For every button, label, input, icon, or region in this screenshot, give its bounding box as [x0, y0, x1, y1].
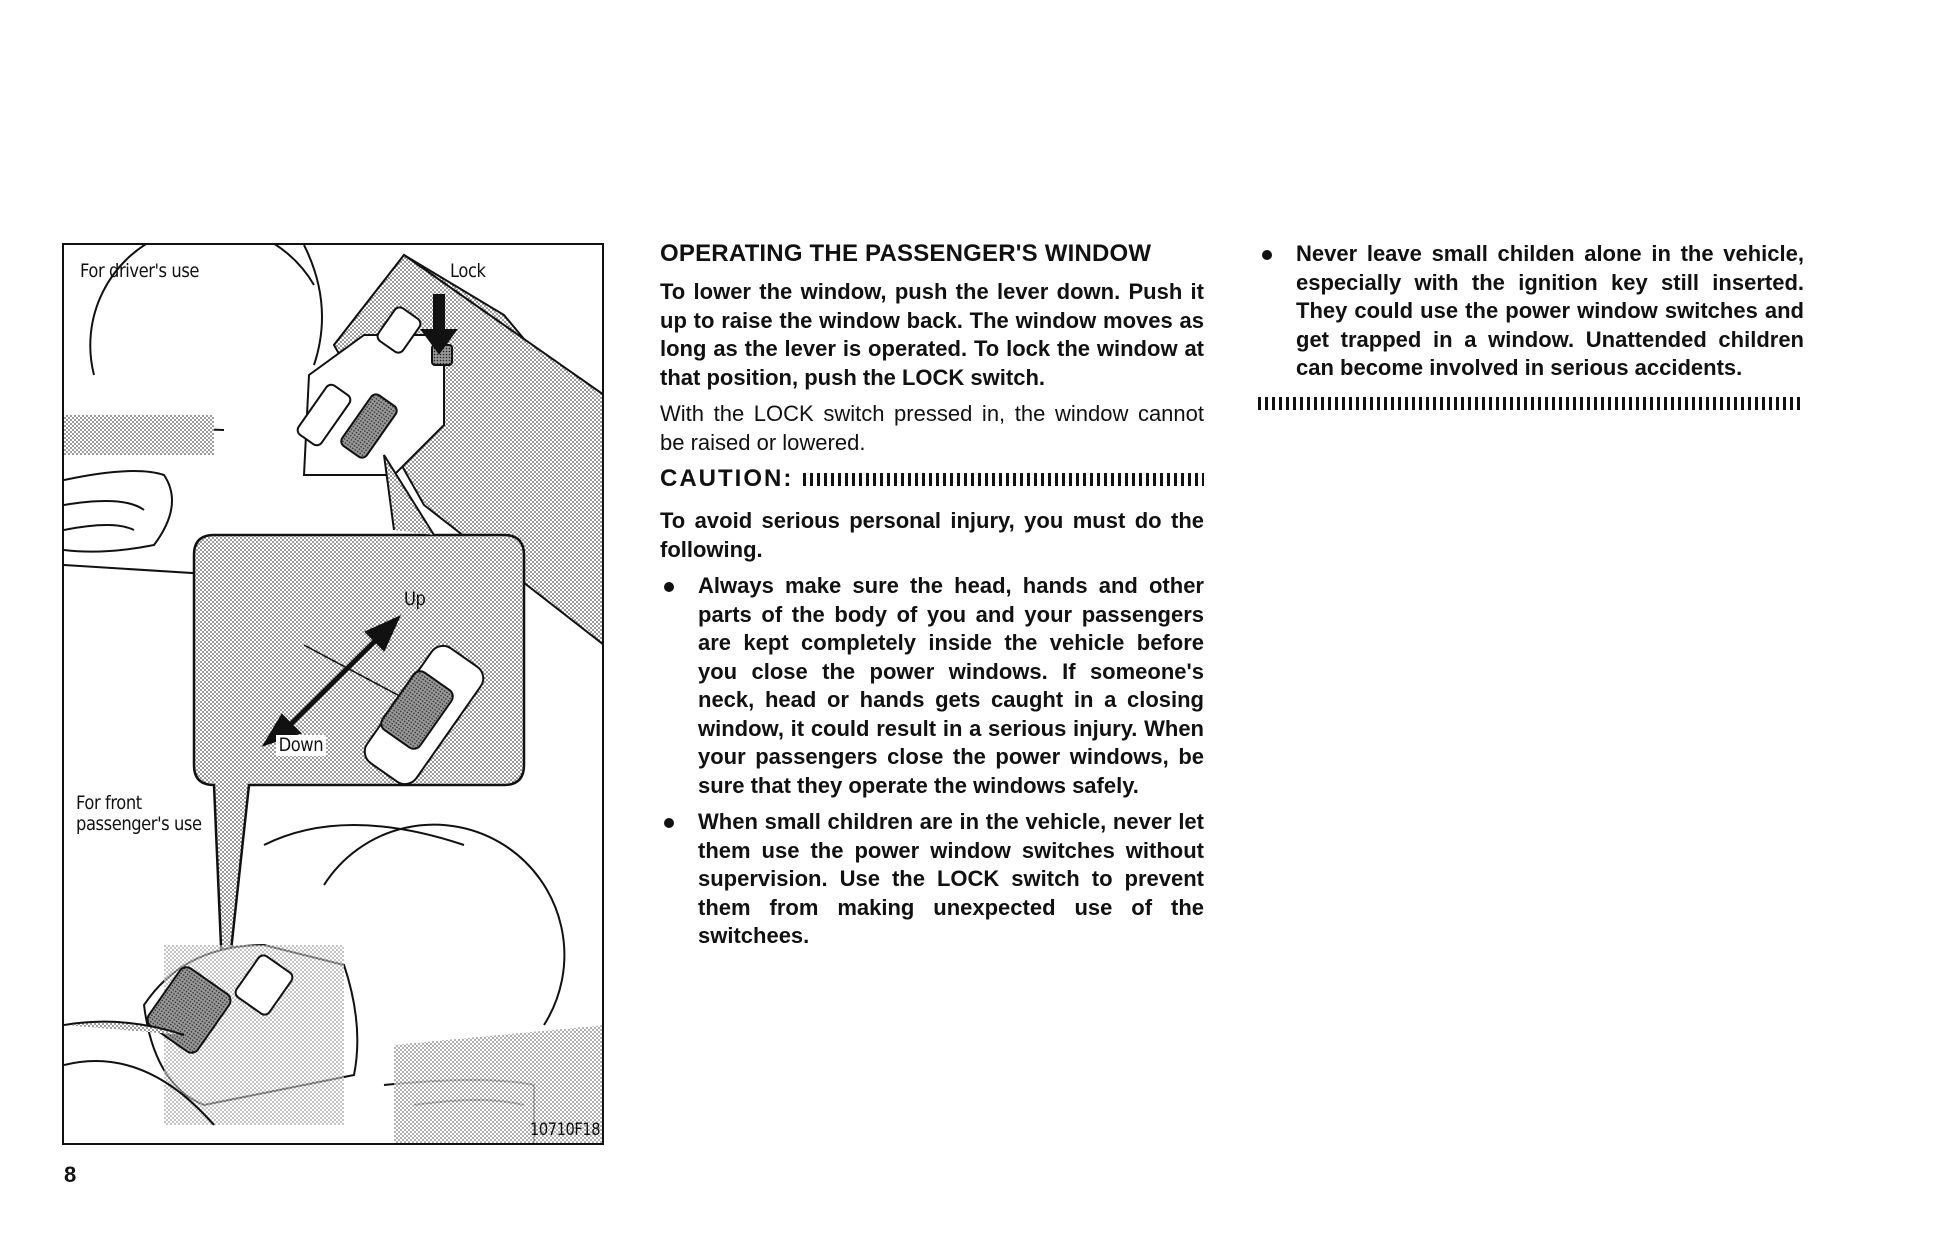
caution-end-rule [1258, 397, 1804, 410]
caution-item [1258, 240, 1804, 383]
up-label: Up [404, 588, 426, 610]
caution-list-continued [1258, 240, 1804, 383]
bullet-icon [664, 582, 674, 592]
caution-rule [803, 473, 1204, 486]
illustration-drawing [64, 245, 604, 1145]
lock-note-paragraph: With the LOCK switch pressed in, the window cannot be raised or lowered. [660, 401, 1204, 455]
bullet-icon [664, 818, 674, 828]
caution-item [660, 808, 1204, 951]
page-number: 8 [64, 1162, 77, 1187]
front-passenger-use-label: For front passenger's use [76, 792, 202, 836]
instructions-paragraph: To lower the window, push the lever down. Push it up to raise the window back. The window moves as long as the lever is operated. To lock the window at that position, push the LOCK switch. [660, 279, 1204, 390]
caution-list [660, 572, 1204, 951]
down-label: Down [276, 735, 326, 756]
caution-item-text: Always make sure the head, hands and other parts of the body of you and your passengers are kept completely inside the vehicle before you close the power windows. If someone's neck, head or hands gets caught in a closing window, it could result in a serious injury. When your passengers close the power windows, be sure that they operate the windows safely. [698, 573, 1204, 798]
caution-label: CAUTION: [660, 465, 794, 492]
caution-intro: To avoid serious personal injury, you must do the following. [660, 508, 1204, 562]
caution-item-text: Never leave small childen alone in the vehicle, especially with the ignition key still inserted. They could use the power window switches and get trapped in a window. Unattended children can become involved in serious accidents. [1296, 241, 1804, 380]
driver-use-label: For driver's use [80, 260, 200, 282]
right-column [1258, 240, 1804, 410]
caution-header [660, 465, 1204, 493]
lock-label: Lock [450, 260, 486, 282]
caution-item [660, 572, 1204, 800]
section-heading: OPERATING THE PASSENGER'S WINDOW [660, 240, 1152, 267]
bullet-icon [1262, 250, 1272, 260]
figure-code: 10710F18 [530, 1120, 601, 1140]
window-switch-illustration [62, 243, 604, 1145]
main-column [660, 240, 1204, 959]
caution-item-text: When small children are in the vehicle, never let them use the power window switches without supervision. Use the LOCK switch to prevent them from making unexpected use of the switchees. [698, 809, 1204, 948]
